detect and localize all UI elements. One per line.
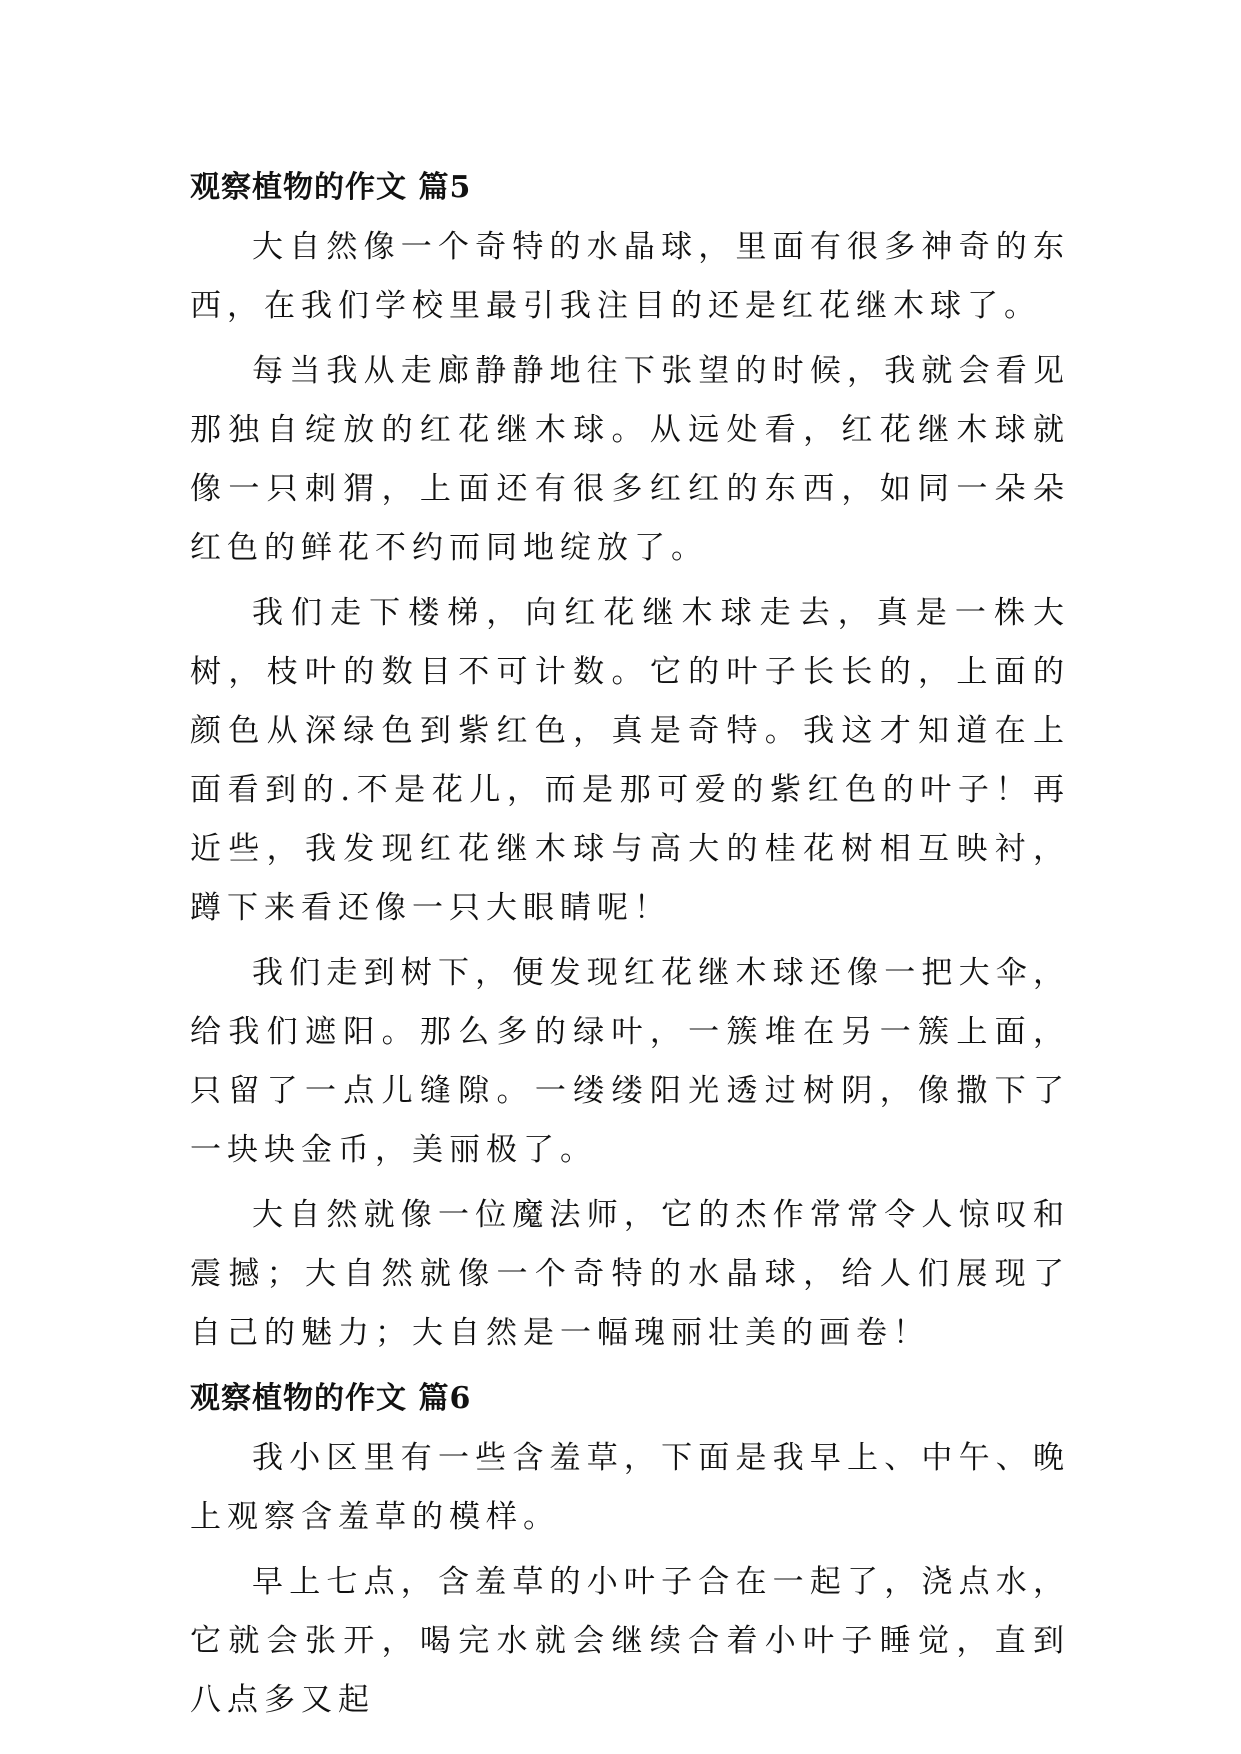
paragraph: 我小区里有一些含羞草，下面是我早上、中午、晚上观察含羞草的模样。 <box>190 1440 1070 1535</box>
section-heading: 观察植物的作文 篇5 <box>190 170 472 205</box>
paragraph: 每当我从走廊静静地往下张望的时候，我就会看见那独自绽放的红花继木球。从远处看，红花继木球就像一只刺猬，上面还有很多红红的东西，如同一朵朵红色的鲜花不约而同地绽放了。 <box>190 353 1070 566</box>
section-heading: 观察植物的作文 篇6 <box>190 1381 472 1416</box>
paragraph: 大自然就像一位魔法师，它的杰作常常令人惊叹和震撼；大自然就像一个奇特的水晶球，给人们展现了自己的魅力；大自然是一幅瑰丽壮美的画卷！ <box>190 1197 1070 1351</box>
document-page <box>190 158 1070 1736</box>
paragraph: 我们走下楼梯，向红花继木球走去，真是一株大树，枝叶的数目不可计数。它的叶子长长的，上面的颜色从深绿色到紫红色，真是奇特。我这才知道在上面看到的.不是花儿，而是那可爱的紫红色的叶子！再近些，我发现红花继木球与高大的桂花树相互映衬，蹲下来看还像一只大眼睛呢！ <box>190 595 1070 926</box>
paragraph: 大自然像一个奇特的水晶球，里面有很多神奇的东西，在我们学校里最引我注目的还是红花继木球了。 <box>190 229 1070 324</box>
paragraph: 早上七点，含羞草的小叶子合在一起了，浇点水，它就会张开，喝完水就会继续合着小叶子睡觉，直到八点多又起 <box>190 1564 1070 1718</box>
paragraph: 我们走到树下，便发现红花继木球还像一把大伞，给我们遮阳。那么多的绿叶，一簇堆在另一簇上面，只留了一点儿缝隙。一缕缕阳光透过树阴，像撒下了一块块金币，美丽极了。 <box>190 955 1070 1168</box>
